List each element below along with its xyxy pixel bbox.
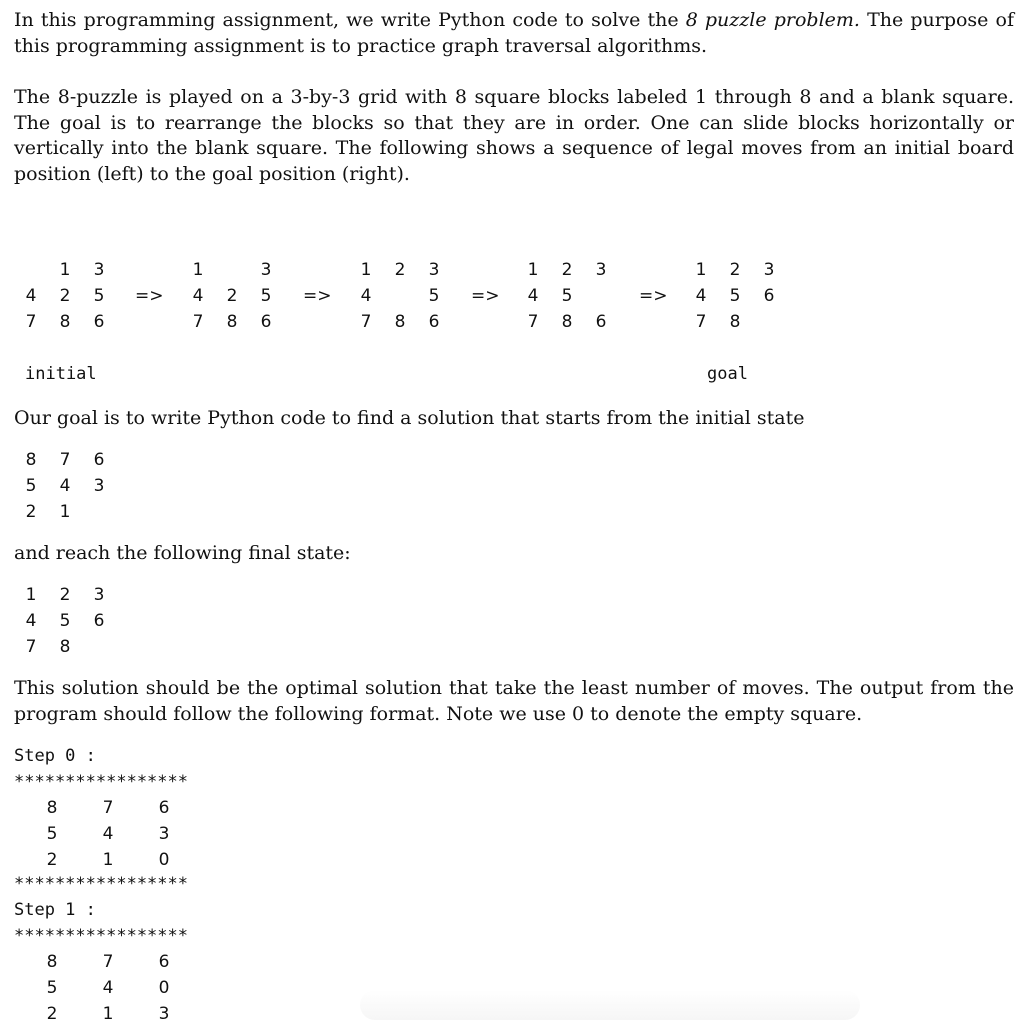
sequence-board-1-cell: 7 [25,312,37,332]
output-cell: 8 [46,798,58,818]
sequence-board-1-cell: 4 [25,286,37,306]
intro-p1-a: In this programming assignment, we write Python code to solve the [14,9,686,31]
start-board-cell: 3 [93,476,105,496]
sequence-board-3-cell: 3 [428,260,440,280]
output-cell: 7 [102,798,114,818]
sequence-arrow: => [639,286,668,306]
initial-label: initial [25,364,97,384]
final-board-cell: 1 [25,585,37,605]
sequence-board-3-cell: 1 [360,260,372,280]
sequence-board-1-cell: 2 [59,286,71,306]
sequence-board-2-cell: 4 [192,286,204,306]
sequence-board-4-cell: 7 [527,312,539,332]
start-board-cell: 4 [59,476,71,496]
output-cell: 5 [46,824,58,844]
sequence-board-3-cell: 4 [360,286,372,306]
sequence-board-4-cell: 4 [527,286,539,306]
step-label: Step 0 : [14,746,96,766]
sequence-arrow: => [303,286,332,306]
output-cell: 6 [158,798,170,818]
bottom-fade [360,990,860,1020]
intro-paragraph-2: The 8-puzzle is played on a 3-by-3 grid with 8 square blocks labeled 1 through 8 and a blank square. The goal is to rearrange the blocks so that they are in order. One can slide blocks horizontally or vertically into the blank square. The following shows a sequence of legal moves from an initial board position (left) to the goal position (right). [14,86,1014,185]
start-state-text: Our goal is to write Python code to find a solution that starts from the initial state [14,407,805,429]
sequence-board-2-cell: 1 [192,260,204,280]
final-board-cell: 4 [25,611,37,631]
sequence-board-5-cell: 2 [729,260,741,280]
sequence-board-3-cell: 6 [428,312,440,332]
output-cell: 0 [158,850,170,870]
output-cell: 2 [46,850,58,870]
separator-line: ***************** [14,772,188,792]
start-board-cell: 2 [25,502,37,522]
final-board-cell: 3 [93,585,105,605]
output-cell: 5 [46,978,58,998]
goal-label: goal [707,364,748,384]
sequence-board-1-cell: 5 [93,286,105,306]
output-cell: 2 [46,1004,58,1024]
intro-paragraph-1 [14,8,1014,59]
separator-line: ***************** [14,874,188,894]
sequence-board-4-cell: 6 [595,312,607,332]
sequence-board-3-cell: 8 [394,312,406,332]
sequence-board-4-cell: 1 [527,260,539,280]
sequence-board-1-cell: 8 [59,312,71,332]
step-label: Step 1 : [14,900,96,920]
output-cell: 8 [46,952,58,972]
output-cell: 6 [158,952,170,972]
start-board-cell: 5 [25,476,37,496]
separator-line: ***************** [14,926,188,946]
output-cell: 1 [102,1004,114,1024]
sequence-board-2-cell: 6 [260,312,272,332]
start-board-cell: 7 [59,450,71,470]
sequence-board-4-cell: 5 [561,286,573,306]
sequence-arrow: => [135,286,164,306]
sequence-board-2-cell: 2 [226,286,238,306]
start-board-cell: 8 [25,450,37,470]
final-board-cell: 8 [59,637,71,657]
sequence-board-5-cell: 6 [763,286,775,306]
sequence-board-5-cell: 4 [695,286,707,306]
start-board-cell: 6 [93,450,105,470]
sequence-board-2-cell: 7 [192,312,204,332]
sequence-board-3-cell: 2 [394,260,406,280]
output-format-text: This solution should be the optimal solution that take the least number of moves. The output from the program should follow the following format. Note we use 0 to denote the empty square. [14,677,1014,725]
final-board-cell: 6 [93,611,105,631]
output-cell: 1 [102,850,114,870]
sequence-board-2-cell: 5 [260,286,272,306]
sequence-board-4-cell: 3 [595,260,607,280]
sequence-board-2-cell: 3 [260,260,272,280]
output-cell: 3 [158,824,170,844]
start-board-cell: 1 [59,502,71,522]
sequence-board-5-cell: 7 [695,312,707,332]
final-board-cell: 5 [59,611,71,631]
sequence-board-4-cell: 2 [561,260,573,280]
sequence-board-1-cell: 3 [93,260,105,280]
sequence-board-2-cell: 8 [226,312,238,332]
sequence-board-4-cell: 8 [561,312,573,332]
output-cell: 0 [158,978,170,998]
sequence-board-1-cell: 1 [59,260,71,280]
sequence-board-3-cell: 7 [360,312,372,332]
final-board-cell: 7 [25,637,37,657]
final-board-cell: 2 [59,585,71,605]
intro-p1-em: 8 puzzle problem. [685,9,860,31]
sequence-board-5-cell: 5 [729,286,741,306]
sequence-board-3-cell: 5 [428,286,440,306]
final-state-text: and reach the following final state: [14,542,351,564]
sequence-board-1-cell: 6 [93,312,105,332]
intro-p1-b: The purpose of this programming assignment is to practice graph traversal algorithms. [14,9,1014,57]
output-cell: 4 [102,978,114,998]
output-cell: 3 [158,1004,170,1024]
output-cell: 4 [102,824,114,844]
sequence-board-5-cell: 1 [695,260,707,280]
sequence-board-5-cell: 3 [763,260,775,280]
output-cell: 7 [102,952,114,972]
sequence-arrow: => [471,286,500,306]
sequence-board-5-cell: 8 [729,312,741,332]
